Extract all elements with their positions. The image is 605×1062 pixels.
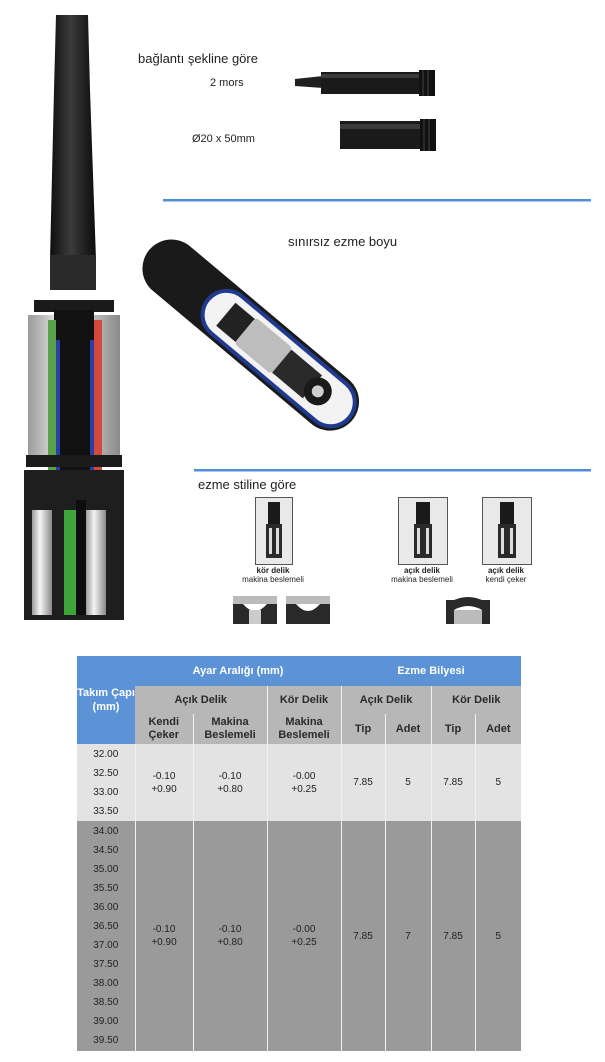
open-ball-type: 7.85: [341, 821, 385, 1051]
diameter-value: 34.50: [93, 845, 119, 856]
diameter-value: 33.00: [93, 786, 119, 798]
diameter-value: 37.50: [93, 959, 119, 970]
col-diameter-header: Takım Çapı (mm): [77, 656, 135, 744]
style-icon-2-sub: makina beslemeli: [391, 575, 453, 584]
diameter-list: [77, 744, 135, 821]
style-icon-1-caption: [241, 566, 305, 584]
style-icon-1-sub: makina beslemeli: [242, 575, 304, 584]
tube-cutaway-image: [134, 214, 369, 454]
diameter-value: 32.00: [93, 748, 119, 760]
group-adjust-header: Ayar Aralığı (mm): [135, 656, 341, 686]
style-icon-2-bold: açık delik: [403, 566, 441, 575]
open-ball-count: 5: [385, 744, 431, 821]
blind-range: -0.00 +0.25: [267, 744, 341, 821]
morse-shank-image: [293, 68, 439, 98]
h-ball-type-open: Tip: [341, 714, 385, 744]
sub-open-header: Açık Delik: [135, 686, 267, 714]
diameter-list: [77, 821, 135, 1051]
diameter-value: 33.50: [93, 805, 119, 817]
style-icon-3-caption: [472, 566, 540, 584]
h-ball-count-open: Adet: [385, 714, 431, 744]
diameter-value: 35.00: [93, 864, 119, 875]
blind-ball-count: 5: [475, 821, 521, 1051]
option-cylindrical-label: Ø20 x 50mm: [192, 133, 255, 145]
diameter-value: 34.00: [93, 826, 119, 837]
self-feed-range: -0.10 +0.90: [135, 744, 193, 821]
unlimited-title: sınırsız ezme boyu: [288, 234, 398, 249]
style-title: ezme stiline göre: [198, 477, 297, 492]
diameter-value: 39.50: [93, 1035, 119, 1046]
cylindrical-shank-image: [338, 117, 438, 153]
blind-ball-count: 5: [475, 744, 521, 821]
sub-blind-ball-header: Kör Delik: [431, 686, 521, 714]
option-morse-label: 2 mors: [210, 77, 244, 89]
open-hole-profile: [446, 594, 490, 624]
open-hole-machine-tool-icon: [398, 497, 448, 565]
machine-feed-range: -0.10 +0.80: [193, 821, 267, 1051]
machine-feed-range: -0.10 +0.80: [193, 744, 267, 821]
style-icon-3-bold: açık delik: [487, 566, 525, 575]
blind-hole-profile-1: [233, 596, 277, 624]
connection-title: bağlantı şekline göre: [138, 51, 258, 66]
roller-burnishing-tool-illustration: [20, 10, 130, 625]
table-row: [77, 821, 521, 1051]
diameter-value: 35.50: [93, 883, 119, 894]
h-ball-type-blind: Tip: [431, 714, 475, 744]
blind-ball-type: 7.85: [431, 821, 475, 1051]
self-feed-range: -0.10 +0.90: [135, 821, 193, 1051]
diameter-value: 32.50: [93, 767, 119, 779]
open-ball-count: 7: [385, 821, 431, 1051]
sub-open-ball-header: Açık Delik: [341, 686, 431, 714]
diameter-value: 36.00: [93, 902, 119, 913]
diameter-value: 39.00: [93, 1016, 119, 1027]
open-ball-type: 7.85: [341, 744, 385, 821]
h-ball-count-blind: Adet: [475, 714, 521, 744]
style-icon-2-caption: [386, 566, 458, 584]
diameter-value: 38.00: [93, 978, 119, 989]
table-row: [77, 744, 521, 821]
blind-hole-profile-2: [286, 596, 330, 624]
spec-table: [77, 656, 521, 1051]
open-hole-self-feed-tool-icon: [482, 497, 532, 565]
divider-2: [194, 469, 591, 472]
divider-1: [163, 199, 591, 202]
diameter-value: 36.50: [93, 921, 119, 932]
diameter-value: 38.50: [93, 997, 119, 1008]
h-self-feed: Kendi Çeker: [135, 714, 193, 744]
style-icon-1-bold: kör delik: [256, 566, 290, 575]
group-ball-header: Ezme Bilyesi: [341, 656, 521, 686]
blind-hole-tool-icon: [255, 497, 293, 565]
blind-range: -0.00 +0.25: [267, 821, 341, 1051]
sub-blind-header: Kör Delik: [267, 686, 341, 714]
blind-ball-type: 7.85: [431, 744, 475, 821]
h-machine-feed: Makina Beslemeli: [193, 714, 267, 744]
style-icon-3-sub: kendi çeker: [485, 575, 527, 584]
h-machine-feed-blind: Makina Beslemeli: [267, 714, 341, 744]
diameter-value: 37.00: [93, 940, 119, 951]
